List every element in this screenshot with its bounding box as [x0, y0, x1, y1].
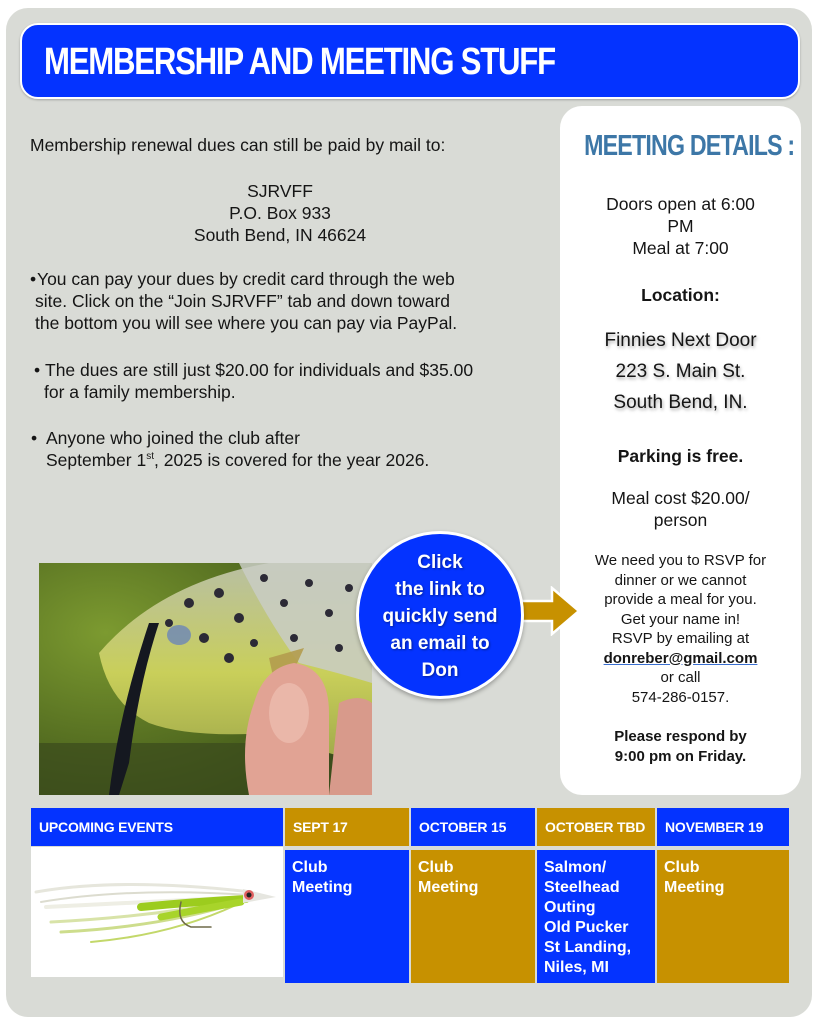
- event-line: St Landing,: [544, 939, 632, 956]
- event-line: Steelhead: [544, 879, 620, 896]
- callout-line: the link to: [395, 578, 485, 600]
- deadline-line: Please respond by: [614, 728, 747, 745]
- bullet-icon: •: [31, 428, 38, 448]
- parking-note: Parking is free.: [617, 446, 744, 466]
- rsvp-info: [560, 551, 801, 707]
- rsvp-line: We need you to RSVP for: [594, 552, 767, 569]
- callout-line: an email to: [390, 632, 490, 654]
- event-line: Club: [418, 859, 454, 876]
- event-description: [285, 850, 409, 983]
- address-line: SJRVFF: [247, 181, 313, 201]
- event-line: Outing: [544, 899, 596, 916]
- event-line: Meeting: [418, 879, 479, 896]
- meal-time: Meal at 7:00: [632, 238, 729, 258]
- bullet-text: Anyone who joined the club after: [46, 428, 300, 448]
- mailing-address: [30, 180, 530, 246]
- bullet-text: You can pay your dues by credit card through the web: [37, 269, 455, 289]
- event-date-october-tbd: OCTOBER TBD: [537, 808, 655, 846]
- meeting-details-title: MEETING DETAILS :: [584, 130, 795, 162]
- meeting-details-card: [560, 106, 801, 795]
- street-address: 223 S. Main St.: [615, 361, 746, 382]
- doors-open: Doors open at 6:00: [606, 194, 755, 214]
- event-line: Meeting: [664, 879, 725, 896]
- date-text: September 1: [46, 450, 147, 470]
- trout-photo: [39, 563, 372, 795]
- membership-intro: Membership renewal dues can still be paid by mail to:: [30, 135, 446, 155]
- meal-cost-line: person: [653, 510, 708, 530]
- event-description: [537, 850, 655, 983]
- address-line: P.O. Box 933: [229, 203, 331, 223]
- location-label: Location:: [641, 285, 720, 305]
- bullet-text: [46, 449, 429, 471]
- events-header: UPCOMING EVENTS: [31, 808, 283, 846]
- page-title: MEMBERSHIP AND MEETING STUFF: [44, 41, 555, 83]
- meal-cost: [560, 487, 801, 531]
- coverage-text: , 2025 is covered for the year 2026.: [153, 450, 430, 470]
- rsvp-line: dinner or we cannot: [614, 571, 747, 589]
- callout-line: Click: [417, 551, 463, 573]
- meal-cost-line: Meal cost $20.00/: [611, 488, 750, 508]
- event-description: [657, 850, 789, 983]
- email-callout-button[interactable]: [356, 531, 524, 699]
- deadline-line: 9:00 pm on Friday.: [614, 747, 747, 765]
- rsvp-line: provide a meal for you.: [604, 591, 757, 608]
- event-date-october-15: OCTOBER 15: [411, 808, 535, 846]
- callout-line: quickly send: [382, 605, 498, 627]
- event-date-november-19: NOVEMBER 19: [657, 808, 789, 846]
- location-address: [560, 325, 801, 418]
- or-call: or call: [660, 669, 701, 686]
- event-line: Old Pucker: [544, 919, 629, 936]
- rsvp-deadline: [560, 727, 801, 766]
- bullet-text: for a family membership.: [44, 382, 236, 402]
- phone-number: 574-286-0157.: [631, 688, 730, 706]
- event-date-sept-17: SEPT 17: [285, 808, 409, 846]
- meeting-times: [560, 193, 801, 259]
- address-line: South Bend, IN 46624: [193, 225, 367, 245]
- doors-open-pm: PM: [667, 216, 694, 236]
- fly-icon: [31, 847, 283, 977]
- callout-text: [365, 549, 515, 684]
- city-state: South Bend, IN.: [613, 392, 748, 413]
- venue-name: Finnies Next Door: [604, 330, 757, 351]
- callout-line: Don: [421, 659, 459, 681]
- rsvp-line: RSVP by emailing at: [611, 630, 750, 647]
- trout-photo-icon: [39, 563, 372, 795]
- event-line: Club: [664, 859, 700, 876]
- ordinal-suffix: st: [146, 451, 154, 463]
- streamer-fly-image: [31, 847, 283, 977]
- event-description: [411, 850, 535, 983]
- bullet-icon: •: [30, 269, 37, 289]
- event-line: Meeting: [292, 879, 353, 896]
- event-line: Salmon/: [544, 859, 607, 876]
- rsvp-line: Get your name in!: [620, 610, 741, 628]
- email-link[interactable]: donreber@gmail.com: [603, 649, 758, 667]
- bullet-text: The dues are still just $20.00 for individuals and $35.00: [45, 360, 474, 380]
- event-line: Niles, MI: [544, 959, 609, 976]
- event-line: Club: [292, 859, 328, 876]
- bullet-icon: •: [34, 360, 41, 380]
- bullet-text: site. Click on the “Join SJRVFF” tab and down toward: [35, 291, 451, 311]
- bullet-text: the bottom you will see where you can pay via PayPal.: [35, 313, 458, 333]
- header-bar: [20, 23, 800, 99]
